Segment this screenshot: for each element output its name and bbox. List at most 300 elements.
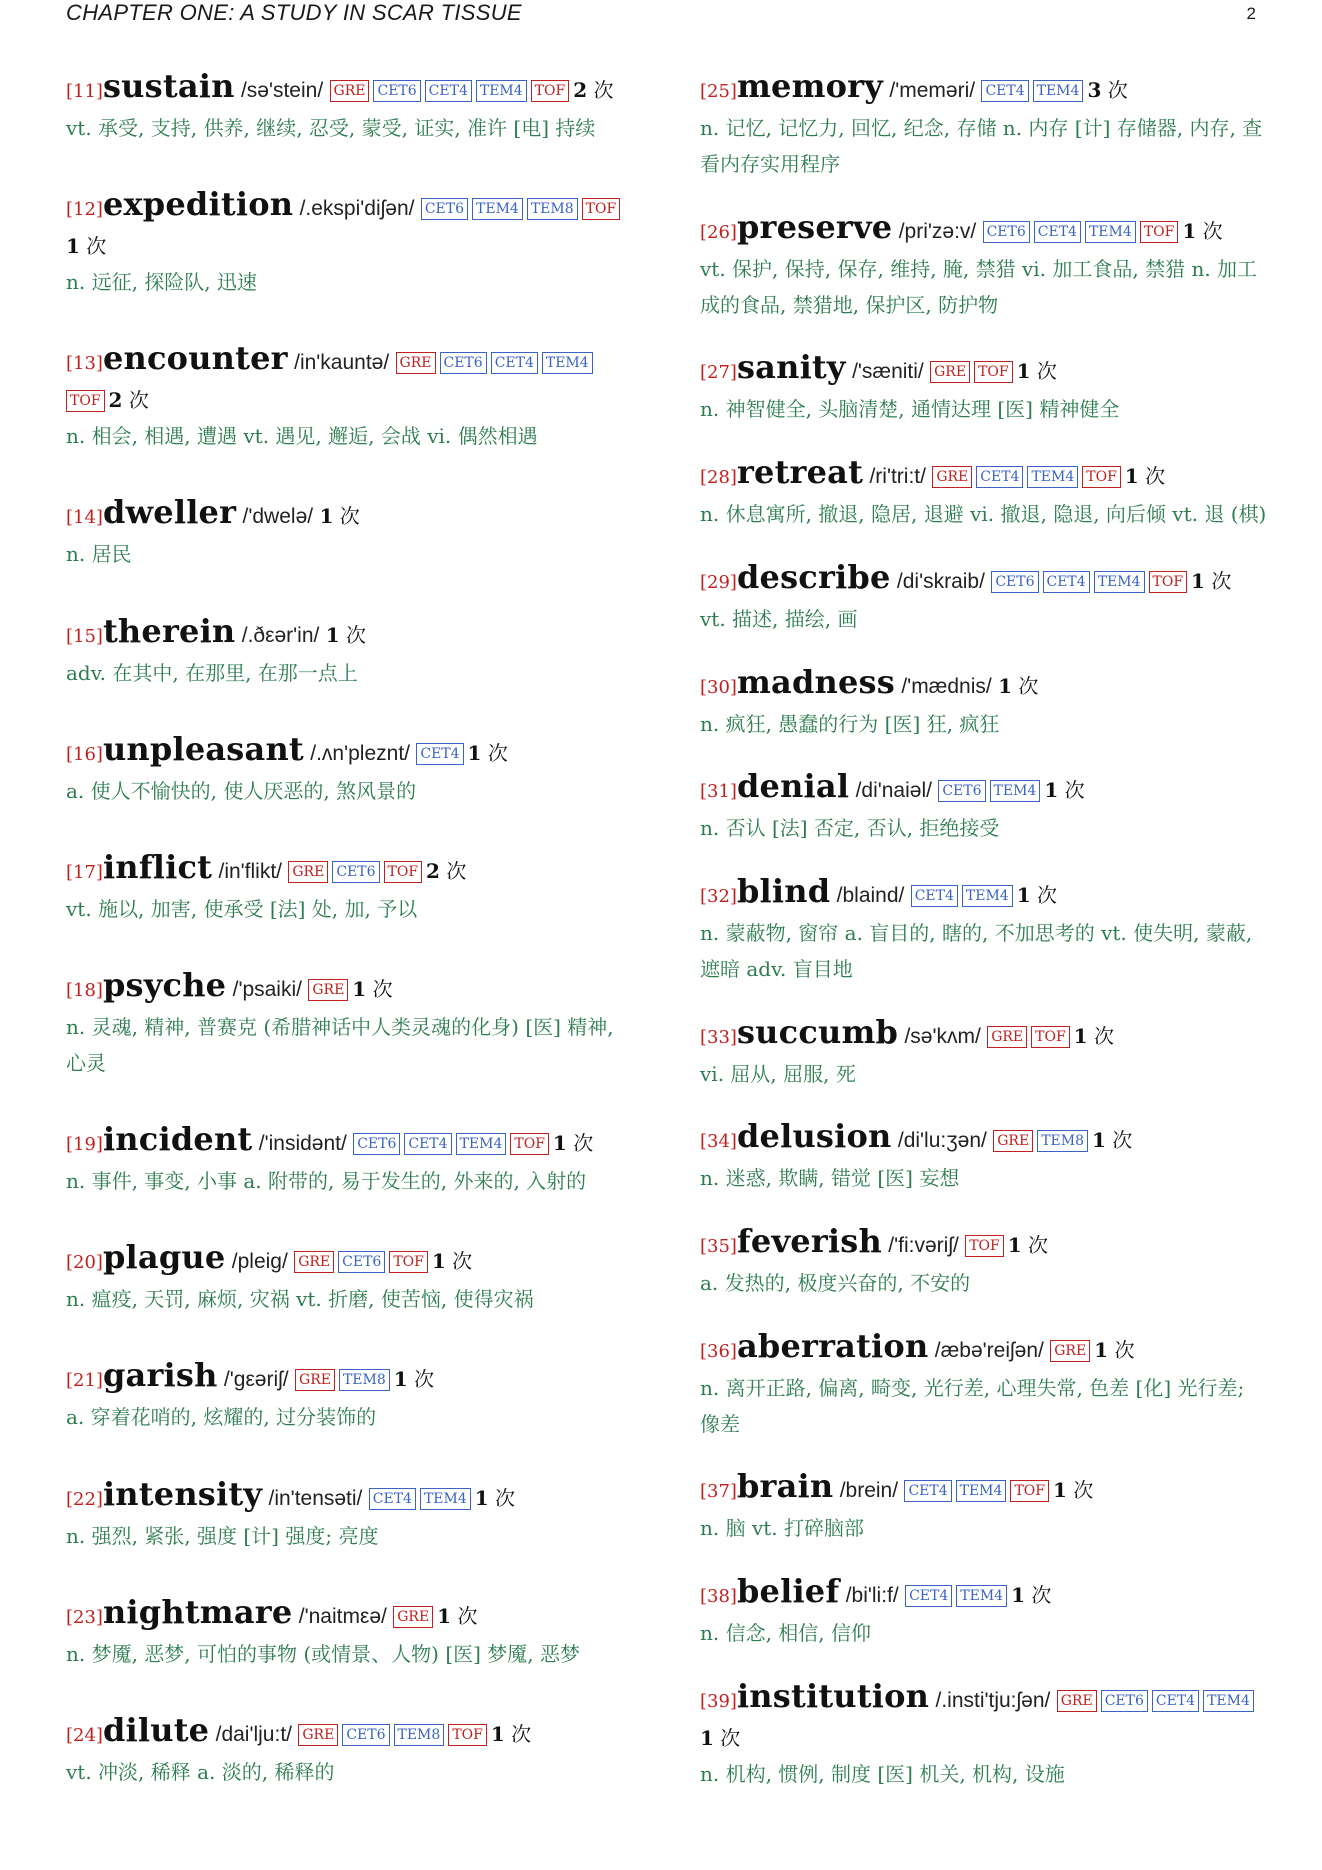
exam-tag-cet4: CET4 [976, 466, 1023, 488]
exam-tag-gre: GRE [993, 1130, 1033, 1152]
entry-word: expedition [102, 185, 294, 224]
entry-definition: vt. 冲淡, 稀释 a. 淡的, 稀释的 [66, 1759, 335, 1784]
entry-phonetic: /.insti'tju:ʃən/ [935, 1688, 1051, 1712]
entry-number: [13] [66, 353, 103, 375]
vocab-entry [66, 68, 636, 146]
entry-number: [21] [66, 1370, 103, 1392]
occurrence-unit: 次 [1211, 568, 1232, 593]
exam-tag-tof: TOF [974, 361, 1013, 383]
entry-phonetic: /æbə'reiʃən/ [934, 1338, 1044, 1362]
entry-definition: a. 使人不愉快的, 使人厌恶的, 煞风景的 [66, 778, 417, 803]
entry-definition: n. 记忆, 记忆力, 回忆, 纪念, 存储 n. 内存 [计] 存储器, 内存, 查看内存实用程序 [700, 116, 1263, 176]
entry-number: [38] [700, 1586, 737, 1608]
entry-headline [700, 1573, 1270, 1615]
entry-word: aberration [736, 1326, 929, 1365]
exam-tag-tem4: TEM4 [1094, 571, 1145, 593]
occurrence-unit: 次 [446, 858, 467, 883]
occurrence-unit: 次 [372, 976, 393, 1001]
entry-phonetic: /'naitmεə/ [298, 1604, 387, 1628]
entry-definition: n. 事件, 事变, 小事 a. 附带的, 易于发生的, 外来的, 入射的 [66, 1169, 587, 1194]
occurrence-unit: 次 [128, 388, 149, 413]
exam-tag-cet4: CET4 [491, 352, 538, 374]
occurrence-unit: 次 [1018, 673, 1039, 698]
entry-number: [25] [700, 81, 737, 102]
occurrence-count: 1 [437, 1603, 452, 1628]
entry-word: succumb [736, 1012, 899, 1051]
occurrence-count: 1 [1007, 1233, 1022, 1258]
entry-headline [700, 664, 1270, 706]
entry-word: retreat [736, 453, 864, 492]
entry-number: [23] [66, 1606, 103, 1628]
entry-headline [700, 349, 1270, 391]
vocab-entry [700, 349, 1270, 427]
occurrence-count: 1 [467, 740, 482, 765]
entry-headline [700, 559, 1270, 601]
entry-phonetic: /'meməri/ [889, 79, 976, 102]
occurrence-unit: 次 [593, 78, 614, 102]
occurrence-unit: 次 [1073, 1478, 1094, 1503]
vocab-entry [66, 494, 636, 572]
entry-headline [700, 768, 1270, 810]
exam-tag-tof: TOF [531, 80, 570, 102]
occurrence-unit: 次 [452, 1249, 473, 1274]
occurrence-count: 3 [1087, 78, 1102, 102]
entry-number: [34] [700, 1131, 737, 1153]
entry-phonetic: /dai'lju:t/ [215, 1722, 292, 1746]
exam-tag-gre: GRE [987, 1026, 1027, 1048]
entry-headline [66, 731, 636, 773]
entry-number: [28] [700, 467, 737, 489]
occurrence-unit: 次 [511, 1721, 532, 1746]
vocab-entry [66, 1712, 636, 1790]
exam-tag-tof: TOF [1010, 1480, 1049, 1502]
entry-headline [700, 454, 1270, 496]
entry-headline [700, 68, 1270, 110]
exam-tag-tof: TOF [1149, 571, 1188, 593]
occurrence-unit: 次 [1064, 778, 1085, 803]
vocab-entry [66, 967, 636, 1081]
entry-definition: adv. 在其中, 在那里, 在那一点上 [66, 660, 358, 685]
exam-tag-cet4: CET4 [981, 80, 1028, 102]
exam-tag-tem4: TEM4 [956, 1480, 1007, 1502]
occurrence-count: 1 [66, 234, 80, 259]
exam-tag-tof: TOF [965, 1235, 1004, 1257]
entry-headline [700, 1468, 1270, 1510]
entry-number: [15] [66, 625, 103, 647]
occurrence-count: 1 [1011, 1583, 1025, 1608]
entry-phonetic: /.ðεər'in/ [241, 623, 320, 647]
exam-tag-tem8: TEM8 [394, 1724, 445, 1746]
exam-tag-tem4: TEM4 [420, 1488, 471, 1510]
vocab-entry [700, 1573, 1270, 1651]
entry-definition: vt. 描述, 描绘, 画 [700, 606, 858, 631]
entry-word: incident [102, 1120, 253, 1159]
entry-phonetic: /in'kauntə/ [294, 351, 390, 375]
entry-word: brain [736, 1467, 834, 1506]
entry-number: [14] [66, 507, 103, 529]
entry-headline [66, 613, 636, 655]
occurrence-unit: 次 [339, 504, 360, 529]
exam-tag-tof: TOF [582, 198, 621, 220]
entry-definition: a. 穿着花哨的, 炫耀的, 过分装饰的 [66, 1405, 377, 1430]
vocab-entry [700, 664, 1270, 742]
exam-tag-cet6: CET6 [373, 80, 420, 102]
entry-definition: n. 居民 [66, 542, 132, 567]
entry-definition: n. 灵魂, 精神, 普赛克 (希腊神话中人类灵魂的化身) [医] 精神, 心灵 [66, 1014, 614, 1075]
vocab-entry [66, 1357, 636, 1435]
exam-tag-tem4: TEM4 [1085, 221, 1136, 243]
entry-headline [700, 1118, 1270, 1160]
entry-number: [31] [700, 781, 737, 803]
entry-headline [700, 1678, 1270, 1756]
exam-tag-tem4: TEM4 [472, 198, 523, 220]
exam-tag-cet6: CET6 [338, 1251, 385, 1273]
vocab-entry [66, 1594, 636, 1672]
exam-tag-cet6: CET6 [332, 861, 379, 883]
entry-headline [66, 186, 636, 264]
entry-phonetic: /in'tensəti/ [268, 1486, 363, 1510]
exam-tag-cet6: CET6 [421, 198, 468, 220]
entry-word: describe [736, 557, 891, 596]
exam-tag-gre: GRE [330, 80, 370, 102]
entry-word: intensity [102, 1474, 263, 1513]
entry-phonetic: /'dwelə/ [242, 505, 314, 529]
entry-word: preserve [736, 207, 893, 246]
entry-number: [39] [700, 1690, 737, 1712]
occurrence-unit: 次 [1145, 464, 1166, 489]
entry-number: [30] [700, 676, 737, 698]
entry-number: [20] [66, 1252, 103, 1274]
entry-definition: n. 否认 [法] 否定, 否认, 拒绝接受 [700, 816, 1000, 841]
entry-number: [29] [700, 571, 737, 593]
entry-definition: n. 疯狂, 愚蠢的行为 [医] 狂, 疯狂 [700, 711, 1000, 736]
exam-tag-cet6: CET6 [991, 571, 1038, 593]
occurrence-count: 2 [573, 78, 588, 102]
vocab-entry [700, 68, 1270, 182]
exam-tag-tem8: TEM8 [339, 1369, 390, 1391]
vocab-entry [700, 209, 1270, 323]
entry-word: garish [102, 1356, 218, 1395]
entry-definition: n. 蒙蔽物, 窗帘 a. 盲目的, 瞎的, 不加思考的 vt. 使失明, 蒙蔽, 遮暗 adv. 盲目地 [700, 920, 1253, 981]
occurrence-count: 1 [1124, 464, 1139, 489]
occurrence-count: 1 [319, 504, 334, 529]
occurrence-count: 1 [474, 1485, 489, 1510]
exam-tag-tem8: TEM8 [527, 198, 578, 220]
exam-tag-tof: TOF [1031, 1026, 1070, 1048]
entry-phonetic: /sə'stein/ [240, 79, 324, 102]
entry-phonetic: /di'naiəl/ [855, 779, 932, 803]
vocab-entry [700, 1014, 1270, 1092]
entry-headline [66, 1357, 636, 1399]
exam-tag-cet4: CET4 [1034, 221, 1081, 243]
exam-tag-tof: TOF [1082, 466, 1121, 488]
occurrence-count: 1 [1092, 1128, 1106, 1153]
entry-phonetic: /in'flikt/ [218, 859, 283, 883]
entry-number: [37] [700, 1481, 737, 1503]
entry-number: [16] [66, 743, 103, 765]
occurrence-count: 1 [1094, 1337, 1109, 1362]
occurrence-count: 1 [1052, 1478, 1067, 1503]
vocab-entry [66, 731, 636, 809]
vocab-entry [66, 186, 636, 300]
exam-tag-cet4: CET4 [425, 80, 472, 102]
entry-phonetic: /blaind/ [836, 883, 905, 907]
exam-tag-tem4: TEM4 [1027, 466, 1078, 488]
vocab-entry [66, 340, 636, 454]
vocab-entry [66, 849, 636, 927]
occurrence-unit: 次 [1114, 1337, 1135, 1362]
entry-number: [12] [66, 199, 103, 221]
entry-headline [66, 494, 636, 536]
entry-headline [66, 967, 636, 1009]
entry-number: [27] [700, 362, 737, 384]
entry-definition: vt. 施以, 加害, 使承受 [法] 处, 加, 予以 [66, 896, 418, 921]
entry-definition: vt. 承受, 支持, 供养, 继续, 忍受, 蒙受, 证实, 准许 [电] 持续 [66, 116, 596, 140]
vocab-entry [66, 1121, 636, 1199]
vocab-entry [700, 1468, 1270, 1546]
occurrence-unit: 次 [1028, 1233, 1048, 1258]
entry-phonetic: /'fi:vəriʃ/ [888, 1234, 959, 1258]
entry-word: sanity [736, 348, 846, 387]
entry-definition: n. 离开正路, 偏离, 畸变, 光行差, 心理失常, 色差 [化] 光行差; 像差 [700, 1375, 1245, 1436]
vocab-entry [700, 873, 1270, 987]
exam-tag-gre: GRE [1057, 1690, 1097, 1712]
entry-definition: n. 神智健全, 头脑清楚, 通情达理 [医] 精神健全 [700, 397, 1120, 422]
entry-headline [66, 1239, 636, 1281]
occurrence-count: 1 [998, 673, 1012, 698]
occurrence-count: 1 [352, 976, 367, 1001]
right-column [700, 68, 1270, 1792]
occurrence-unit: 次 [1031, 1583, 1052, 1608]
occurrence-count: 1 [393, 1367, 408, 1392]
entry-phonetic: /.ekspi'diʃən/ [299, 197, 415, 221]
vocab-entry [700, 768, 1270, 846]
occurrence-unit: 次 [1112, 1128, 1133, 1153]
entry-headline [700, 873, 1270, 915]
entry-headline [700, 1014, 1270, 1056]
entry-number: [36] [700, 1340, 737, 1362]
occurrence-count: 1 [552, 1131, 567, 1156]
entry-definition: n. 相会, 相遇, 遭遇 vt. 遇见, 邂逅, 会战 vi. 偶然相遇 [66, 424, 538, 449]
exam-tag-gre: GRE [396, 352, 436, 374]
occurrence-count: 1 [700, 1725, 714, 1750]
entry-definition: n. 脑 vt. 打碎脑部 [700, 1516, 865, 1541]
exam-tag-gre: GRE [393, 1606, 433, 1628]
occurrence-unit: 次 [414, 1367, 435, 1392]
exam-tag-tof: TOF [66, 390, 105, 412]
exam-tag-cet4: CET4 [1152, 1690, 1199, 1712]
exam-tag-gre: GRE [288, 861, 328, 883]
entry-definition: a. 发热的, 极度兴奋的, 不安的 [700, 1271, 971, 1296]
entry-headline [66, 849, 636, 891]
exam-tag-cet6: CET6 [983, 221, 1030, 243]
occurrence-unit: 次 [1037, 882, 1057, 907]
vocab-entry [66, 1476, 636, 1554]
occurrence-unit: 次 [457, 1603, 478, 1628]
entry-word: sustain [102, 67, 235, 105]
exam-tag-gre: GRE [298, 1724, 338, 1746]
exam-tag-tof: TOF [1140, 221, 1179, 243]
entry-word: psyche [102, 965, 227, 1004]
exam-tag-cet6: CET6 [938, 780, 985, 802]
occurrence-count: 1 [325, 622, 340, 647]
left-column [66, 68, 636, 1790]
entry-definition: n. 机构, 惯例, 制度 [医] 机关, 机构, 设施 [700, 1761, 1065, 1786]
exam-tag-gre: GRE [930, 361, 970, 383]
entry-phonetic: /.ʌn'pleznt/ [310, 741, 410, 765]
entry-headline [66, 1476, 636, 1518]
entry-phonetic: /'sæniti/ [852, 360, 924, 384]
entry-word: institution [736, 1676, 930, 1715]
exam-tag-cet4: CET4 [904, 1480, 951, 1502]
entry-word: nightmare [102, 1592, 293, 1631]
occurrence-unit: 次 [495, 1485, 516, 1510]
occurrence-unit: 次 [1202, 218, 1223, 243]
entry-definition: n. 迷惑, 欺瞒, 错觉 [医] 妄想 [700, 1166, 960, 1191]
vocab-entry [700, 1328, 1270, 1442]
occurrence-unit: 次 [1107, 78, 1128, 102]
occurrence-unit: 次 [86, 234, 107, 259]
chapter-title: CHAPTER ONE: A STUDY IN SCAR TISSUE [66, 0, 522, 25]
entry-definition: vi. 屈从, 屈服, 死 [700, 1061, 856, 1086]
exam-tag-tem4: TEM4 [1203, 1690, 1254, 1712]
exam-tag-cet6: CET6 [342, 1724, 389, 1746]
occurrence-count: 1 [1016, 359, 1031, 384]
entry-headline [66, 1594, 636, 1636]
entry-headline [700, 209, 1270, 251]
exam-tag-cet4: CET4 [404, 1133, 451, 1155]
exam-tag-tem8: TEM8 [1037, 1130, 1088, 1152]
exam-tag-tem4: TEM4 [990, 780, 1041, 802]
occurrence-unit: 次 [720, 1725, 741, 1750]
occurrence-unit: 次 [1036, 359, 1057, 384]
occurrence-count: 1 [490, 1721, 505, 1746]
entry-word: belief [736, 1572, 840, 1611]
vocab-entry [700, 1118, 1270, 1196]
entry-definition: n. 远征, 探险队, 迅速 [66, 270, 258, 295]
exam-tag-tof: TOF [448, 1724, 487, 1746]
occurrence-count: 2 [108, 388, 123, 413]
entry-word: encounter [102, 339, 288, 378]
entry-word: therein [102, 611, 236, 650]
entry-phonetic: /ri'tri:t/ [869, 465, 926, 489]
exam-tag-gre: GRE [295, 1369, 335, 1391]
occurrence-count: 2 [426, 858, 440, 883]
entry-phonetic: /bi'li:f/ [845, 1584, 899, 1608]
entry-definition: n. 休息寓所, 撤退, 隐居, 退避 vi. 撤退, 隐退, 向后倾 vt. 退 (棋) [700, 502, 1267, 527]
entry-phonetic: /'gεəriʃ/ [223, 1368, 289, 1392]
occurrence-count: 1 [1016, 882, 1031, 907]
occurrence-count: 1 [1044, 778, 1059, 803]
exam-tag-tem4: TEM4 [542, 352, 593, 374]
exam-tag-gre: GRE [932, 466, 972, 488]
entry-number: [19] [66, 1134, 103, 1156]
vocab-entry [700, 454, 1270, 532]
entry-phonetic: /di'skraib/ [896, 569, 985, 593]
vocab-entry [700, 1223, 1270, 1301]
exam-tag-tof: TOF [389, 1251, 428, 1273]
entry-number: [32] [700, 885, 737, 907]
entry-phonetic: /sə'kʌm/ [904, 1024, 981, 1048]
exam-tag-tem4: TEM4 [956, 1585, 1007, 1607]
entry-word: inflict [102, 847, 213, 886]
entry-word: blind [736, 871, 831, 910]
entry-number: [18] [66, 979, 103, 1001]
entry-definition: n. 梦魇, 恶梦, 可怕的事物 (或情景、人物) [医] 梦魇, 恶梦 [66, 1641, 581, 1666]
page-number: 2 [1246, 4, 1256, 23]
entry-definition: n. 强烈, 紧张, 强度 [计] 强度; 亮度 [66, 1523, 379, 1548]
exam-tag-cet6: CET6 [1101, 1690, 1148, 1712]
entry-number: [22] [66, 1488, 103, 1510]
entry-definition: n. 瘟疫, 天罚, 麻烦, 灾祸 vt. 折磨, 使苦恼, 使得灾祸 [66, 1287, 534, 1312]
entry-phonetic: /di'lu:ʒən/ [897, 1129, 987, 1153]
exam-tag-cet6: CET6 [353, 1133, 400, 1155]
entry-definition: vt. 保护, 保持, 保存, 维持, 腌, 禁猎 vi. 加工食品, 禁猎 n. 加工成的食品, 禁猎地, 保护区, 防护物 [700, 256, 1258, 317]
exam-tag-cet4: CET4 [1043, 571, 1090, 593]
page-header [66, 0, 1256, 30]
entry-phonetic: /'mædnis/ [901, 674, 992, 698]
exam-tag-cet4: CET4 [369, 1488, 416, 1510]
entry-number: [26] [700, 221, 737, 243]
entry-word: plague [102, 1238, 226, 1277]
vocab-entry [66, 613, 636, 691]
entry-headline [700, 1328, 1270, 1370]
entry-number: [11] [66, 81, 103, 102]
exam-tag-tem4: TEM4 [1033, 80, 1084, 102]
entry-word: dilute [102, 1710, 210, 1749]
entry-phonetic: /pri'zə:v/ [898, 219, 977, 243]
entry-number: [24] [66, 1724, 103, 1746]
entry-headline [66, 68, 636, 110]
entry-word: denial [736, 767, 850, 806]
entry-definition: n. 信念, 相信, 信仰 [700, 1621, 872, 1646]
entry-word: memory [736, 67, 884, 105]
occurrence-count: 1 [1182, 218, 1197, 243]
exam-tag-cet6: CET6 [440, 352, 487, 374]
exam-tag-tem4: TEM4 [456, 1133, 507, 1155]
exam-tag-tof: TOF [384, 861, 423, 883]
entry-phonetic: /'psaiki/ [232, 977, 302, 1001]
vocab-entry [700, 559, 1270, 637]
entry-word: madness [736, 662, 895, 701]
occurrence-count: 1 [1073, 1023, 1088, 1048]
exam-tag-tem4: TEM4 [962, 885, 1013, 907]
exam-tag-tem4: TEM4 [476, 80, 527, 102]
entry-number: [33] [700, 1026, 737, 1048]
entry-word: dweller [102, 493, 237, 532]
exam-tag-cet4: CET4 [905, 1585, 952, 1607]
exam-tag-cet4: CET4 [416, 743, 463, 765]
entry-number: [35] [700, 1236, 737, 1258]
occurrence-unit: 次 [487, 740, 508, 765]
occurrence-unit: 次 [573, 1131, 594, 1156]
entry-word: delusion [736, 1117, 892, 1156]
entry-phonetic: /brein/ [839, 1479, 899, 1503]
exam-tag-cet4: CET4 [911, 885, 958, 907]
entry-headline [66, 340, 636, 418]
entry-word: unpleasant [102, 729, 304, 768]
exam-tag-tof: TOF [510, 1133, 549, 1155]
occurrence-count: 1 [1191, 568, 1205, 593]
vocab-entry [700, 1678, 1270, 1792]
entry-headline [66, 1712, 636, 1754]
exam-tag-gre: GRE [308, 979, 348, 1001]
occurrence-count: 1 [431, 1249, 446, 1274]
exam-tag-gre: GRE [294, 1251, 334, 1273]
exam-tag-gre: GRE [1050, 1340, 1090, 1362]
occurrence-unit: 次 [345, 622, 366, 647]
vocab-entry [66, 1239, 636, 1317]
